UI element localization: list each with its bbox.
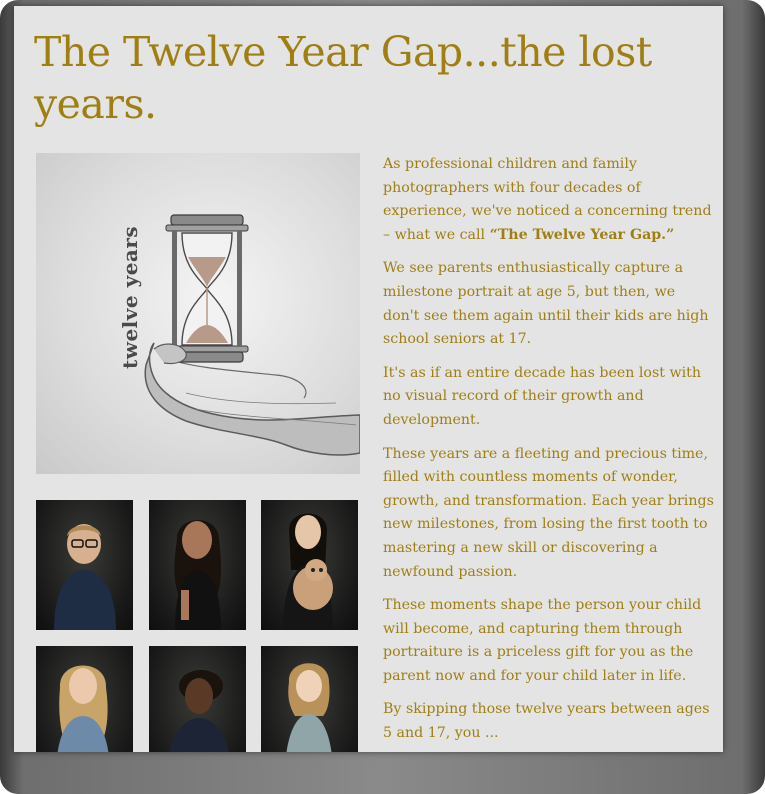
paragraph-emphasis: “The Twelve Year Gap.”: [489, 226, 675, 243]
article-page: [14, 6, 723, 752]
portrait-photo: [149, 500, 246, 630]
paragraph: These years are a fleeting and precious time, filled with countless moments of wonder, growth, and transformation. Each year brings new milestones, from losing the first tooth to mastering a new skill or discovering a newfound passion.: [383, 445, 714, 580]
portrait-photo: [36, 646, 133, 752]
portrait-thumbnail-little-girl[interactable]: [261, 646, 358, 752]
page-title: The Twelve Year Gap...the lost years.: [34, 28, 652, 128]
paragraph-text: As professional children and family photographers with four decades of experience, we've noticed a concerning trend – what we call: [383, 156, 712, 243]
paragraph: It's as if an entire decade has been lost with no visual record of their growth and development.: [383, 364, 701, 428]
paragraph: By skipping those twelve years between ages 5 and 17, you ...: [383, 701, 710, 742]
portrait-photo: [261, 500, 358, 630]
paragraph: [383, 153, 715, 247]
paragraph: These moments shape the person your child will become, and capturing them through portraiture is a priceless gift for you as the parent now and for your child later in life.: [383, 597, 702, 684]
paragraph: We see parents enthusiastically capture a milestone portrait at age 5, but then, we don't see them again until their kids are high school seniors at 17.: [383, 260, 709, 348]
portrait-thumbnail-blonde-teen[interactable]: [36, 646, 133, 752]
article-body: [383, 153, 715, 752]
portrait-photo: [149, 646, 246, 752]
portrait-thumbnail-boy-glasses[interactable]: [36, 500, 133, 630]
hero-hourglass-image: [36, 153, 360, 474]
hourglass-hand-illustration: [36, 153, 360, 474]
portrait-thumbnail-boy-profile[interactable]: [149, 646, 246, 752]
portrait-photo: [261, 646, 358, 752]
hero-overlay-text: twelve years: [118, 225, 142, 369]
portrait-photo: [36, 500, 133, 630]
portrait-thumbnail-girl-black-dress[interactable]: [149, 500, 246, 630]
portrait-thumbnail-girl-with-dog[interactable]: [261, 500, 358, 630]
